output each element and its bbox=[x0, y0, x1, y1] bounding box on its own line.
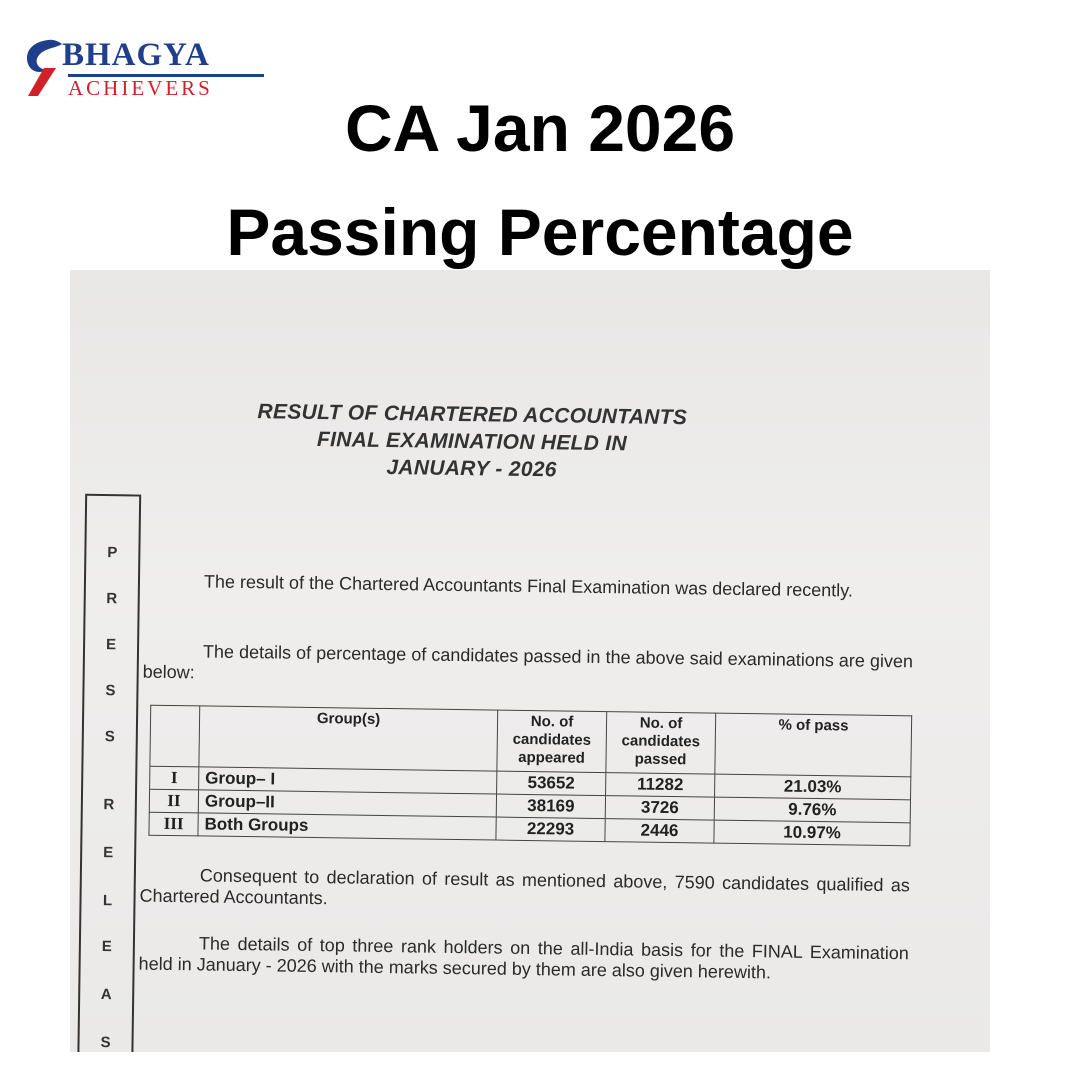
side-letter: S bbox=[104, 728, 115, 746]
row-pct: 9.76% bbox=[714, 797, 910, 823]
side-letter: E bbox=[105, 636, 117, 654]
row-number: III bbox=[149, 812, 198, 836]
table-header-blank bbox=[150, 705, 200, 767]
result-title-line-1: RESULT OF CHARTERED ACCOUNTANTS bbox=[257, 400, 688, 430]
headline bbox=[0, 76, 1080, 284]
paragraph-1-text: The result of the Chartered Accountants Final Examination was declared recently. bbox=[203, 571, 854, 601]
paragraph-2-text: The details of percentage of candidates passed in the above said examinations are given below: bbox=[142, 641, 914, 683]
paragraph-3-text: Consequent to declaration of result as mentioned above, 7590 candidates qualified as Chartered Accountants. bbox=[139, 865, 910, 909]
table-header-passed: No. of candidates passed bbox=[606, 712, 716, 775]
result-title bbox=[211, 398, 732, 486]
row-appeared: 22293 bbox=[496, 817, 605, 842]
row-passed: 11282 bbox=[606, 773, 715, 798]
results-table bbox=[148, 705, 912, 847]
row-appeared: 53652 bbox=[497, 771, 606, 796]
side-letter: S bbox=[100, 1034, 111, 1052]
row-passed: 3726 bbox=[605, 796, 714, 821]
logo-text-achievers: ACHIEVERS bbox=[68, 76, 213, 100]
row-passed: 2446 bbox=[605, 819, 714, 844]
row-number: II bbox=[149, 789, 198, 813]
side-letter: L bbox=[102, 892, 113, 910]
logo-text-bhagya: BHAGYA bbox=[62, 37, 210, 73]
row-number: I bbox=[150, 766, 199, 790]
table-header-appeared: No. of candidates appeared bbox=[497, 710, 607, 773]
paragraph-4 bbox=[138, 933, 909, 986]
paragraph-3 bbox=[139, 865, 910, 918]
press-release-sidebar bbox=[77, 494, 141, 1052]
side-letter: P bbox=[107, 544, 118, 562]
side-letter: E bbox=[101, 938, 112, 956]
side-letter: E bbox=[103, 844, 114, 862]
row-group: Group–II bbox=[198, 790, 496, 817]
row-group: Group– I bbox=[199, 767, 497, 794]
side-letter: R bbox=[103, 796, 115, 814]
table-header-group: Group(s) bbox=[199, 706, 498, 771]
paragraph-2 bbox=[143, 641, 914, 694]
side-letter: A bbox=[100, 986, 112, 1004]
row-pct: 21.03% bbox=[715, 774, 911, 800]
row-group: Both Groups bbox=[198, 813, 496, 840]
paragraph-4-text: The details of top three rank holders on the all-India basis for the FINAL Examination held in January - 2026 with the marks secured by them are also given herewith. bbox=[138, 933, 910, 983]
result-title-line-3: JANUARY - 2026 bbox=[386, 455, 557, 482]
side-letter: S bbox=[105, 682, 116, 700]
document-photo bbox=[70, 270, 990, 1052]
row-appeared: 38169 bbox=[496, 794, 605, 819]
table-header-row bbox=[150, 705, 912, 777]
table-header-pct: % of pass bbox=[715, 713, 912, 777]
result-title-line-2: FINAL EXAMINATION HELD IN bbox=[316, 428, 628, 456]
document-page bbox=[70, 270, 990, 1052]
side-letter: R bbox=[106, 590, 118, 608]
row-pct: 10.97% bbox=[714, 820, 910, 846]
paragraph-1 bbox=[144, 571, 914, 603]
headline-line-2: Passing Percentage bbox=[226, 195, 854, 269]
headline-line-1: CA Jan 2026 bbox=[344, 91, 736, 165]
